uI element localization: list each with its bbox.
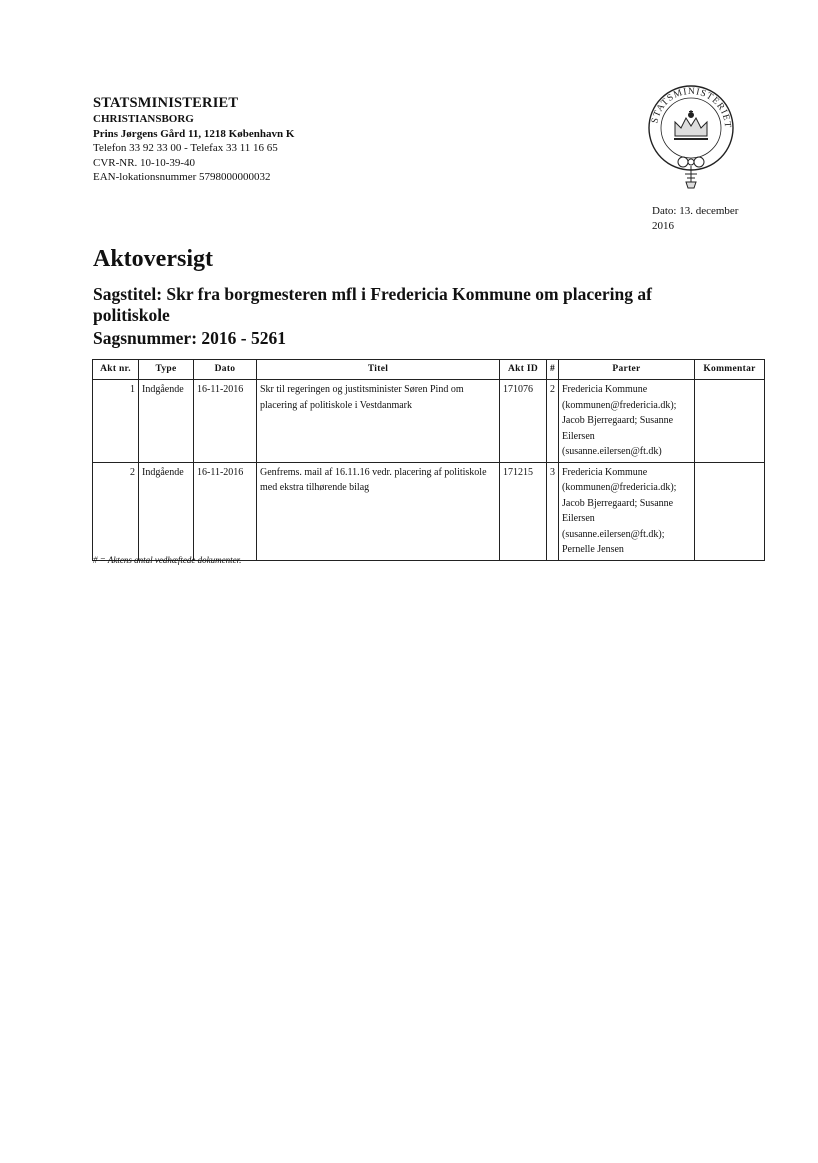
date-cell: 16-11-2016 — [194, 380, 257, 463]
comment-cell — [695, 462, 765, 560]
table-footnote: # = Aktens antal vedhæftede dokumenter. — [93, 555, 242, 565]
akt-id-cell: 171215 — [500, 462, 547, 560]
akt-nr-cell: 1 — [93, 380, 139, 463]
attachment-count-cell: 2 — [547, 380, 559, 463]
case-number: Sagsnummer: 2016 - 5261 — [93, 328, 286, 348]
letterhead — [93, 95, 294, 185]
column-header: Akt nr. — [93, 360, 139, 380]
address: Prins Jørgens Gård 11, 1218 København K — [93, 127, 295, 140]
case-title: Sagstitel: Skr fra borgmesteren mfl i Fredericia Kommune om placering af politiskole — [93, 284, 652, 325]
type-cell: Indgående — [139, 462, 194, 560]
column-header: Kommentar — [695, 360, 765, 380]
svg-text:STATSMINISTERIET — [650, 87, 732, 129]
date-year: 2016 — [652, 220, 674, 232]
building-name: CHRISTIANSBORG — [93, 113, 194, 125]
parties-cell: Fredericia Kommune (kommunen@fredericia.dk); Jacob Bjerregaard; Susanne Eilersen (susanne.eilersen@ft.dk); Pernelle Jensen — [559, 462, 695, 560]
page-title: Aktoversigt — [93, 246, 213, 272]
ean-number: EAN-lokationsnummer 5798000000032 — [93, 171, 271, 183]
phone-fax: Telefon 33 92 33 00 - Telefax 33 11 16 65 — [93, 142, 278, 154]
akt-nr-cell: 2 — [93, 462, 139, 560]
documents-table — [92, 359, 765, 561]
column-header: Dato — [194, 360, 257, 380]
column-header: # — [547, 360, 559, 380]
parties-cell: Fredericia Kommune (kommunen@fredericia.dk); Jacob Bjerregaard; Susanne Eilersen (susanne.eilersen@ft.dk) — [559, 380, 695, 463]
title-cell: Skr til regeringen og justitsminister Søren Pind om placering af politiskole i Vestdanmark — [257, 380, 500, 463]
column-header: Type — [139, 360, 194, 380]
column-header: Titel — [257, 360, 500, 380]
akt-id-cell: 171076 — [500, 380, 547, 463]
date-cell: 16-11-2016 — [194, 462, 257, 560]
title-cell: Genfrems. mail af 16.11.16 vedr. placering af politiskole med ekstra tilhørende bilag — [257, 462, 500, 560]
cvr-number: CVR-NR. 10-10-39-40 — [93, 156, 196, 169]
seal-text: STATSMINISTERIET — [650, 86, 733, 129]
crest-seal-icon — [645, 82, 737, 192]
attachment-count-cell: 3 — [547, 462, 559, 560]
table-header-row — [93, 360, 765, 380]
type-cell: Indgående — [139, 380, 194, 463]
table-row — [93, 380, 765, 463]
table-row — [93, 462, 765, 560]
comment-cell — [695, 380, 765, 463]
org-name: STATSMINISTERIET — [93, 95, 239, 111]
document-date — [652, 204, 762, 234]
date-label: Dato: 13. december — [652, 205, 739, 217]
column-header: Parter — [559, 360, 695, 380]
column-header: Akt ID — [500, 360, 547, 380]
